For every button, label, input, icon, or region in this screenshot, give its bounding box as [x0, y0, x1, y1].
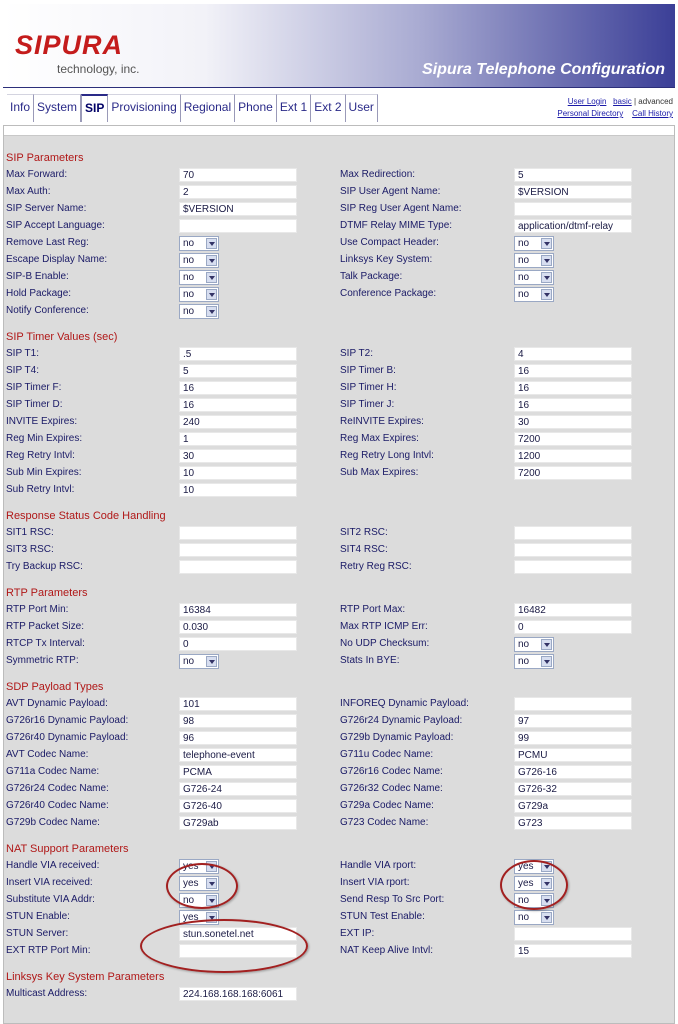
- chevron-down-icon[interactable]: [541, 238, 552, 249]
- input-retry-reg-rsc[interactable]: [514, 560, 632, 574]
- input-rtp-port-min[interactable]: 16384: [179, 603, 297, 617]
- select-value: no: [518, 272, 530, 283]
- tab-system[interactable]: System: [34, 94, 81, 122]
- label-sip-timer-f: SIP Timer F:: [6, 382, 62, 393]
- input-sit4-rsc[interactable]: [514, 543, 632, 557]
- select-value: yes: [183, 878, 199, 889]
- label-reg-retry-intvl: Reg Retry Intvl:: [6, 450, 75, 461]
- input-sit2-rsc[interactable]: [514, 526, 632, 540]
- call-history-link[interactable]: Call History: [632, 109, 673, 118]
- input-g726r16-codec-name[interactable]: G726-16: [514, 765, 632, 779]
- select-value: no: [518, 895, 530, 906]
- label-sub-max-expires: Sub Max Expires:: [340, 467, 419, 478]
- label-g729b-codec-name: G729b Codec Name:: [6, 817, 100, 828]
- highlight-ring-stun: [140, 919, 308, 973]
- input-sip-accept-language[interactable]: [179, 219, 297, 233]
- select-value: yes: [183, 861, 199, 872]
- section-title-nat-support-parameters: NAT Support Parameters: [6, 843, 129, 855]
- label-sip-t1: SIP T1:: [6, 348, 39, 359]
- input-max-rtp-icmp-err[interactable]: 0: [514, 620, 632, 634]
- select-value: no: [518, 238, 530, 249]
- label-try-backup-rsc: Try Backup RSC:: [6, 561, 83, 572]
- label-sip-timer-d: SIP Timer D:: [6, 399, 63, 410]
- label-g726r40-codec-name: G726r40 Codec Name:: [6, 800, 109, 811]
- chevron-down-icon[interactable]: [541, 912, 552, 923]
- label-g729b-dynamic-payload: G729b Dynamic Payload:: [340, 732, 454, 743]
- label-send-resp-to-src-port: Send Resp To Src Port:: [340, 894, 445, 905]
- header-banner: [3, 4, 675, 88]
- label-avt-dynamic-payload: AVT Dynamic Payload:: [6, 698, 108, 709]
- select-value: yes: [518, 878, 534, 889]
- label-nat-keep-alive-intvl: NAT Keep Alive Intvl:: [340, 945, 434, 956]
- input-max-forward[interactable]: 70: [179, 168, 297, 182]
- advanced-view-label: advanced: [638, 97, 673, 106]
- select-value: no: [183, 238, 195, 249]
- select-sip-b-enable[interactable]: [179, 270, 219, 285]
- input-g729a-codec-name[interactable]: G729a: [514, 799, 632, 813]
- label-sub-retry-intvl: Sub Retry Intvl:: [6, 484, 75, 495]
- input-max-redirection[interactable]: 5: [514, 168, 632, 182]
- select-talk-package[interactable]: [514, 270, 554, 285]
- select-conference-package[interactable]: [514, 287, 554, 302]
- label-hold-package: Hold Package:: [6, 288, 72, 299]
- tab-ext-1[interactable]: Ext 1: [277, 94, 311, 122]
- top-links: [557, 96, 673, 120]
- select-no-udp-checksum[interactable]: [514, 637, 554, 652]
- label-invite-expires: INVITE Expires:: [6, 416, 78, 427]
- tab-ext-2[interactable]: Ext 2: [311, 94, 345, 122]
- label-sit1-rsc: SIT1 RSC:: [6, 527, 54, 538]
- input-sip-reg-user-agent-name[interactable]: [514, 202, 632, 216]
- input-invite-expires[interactable]: 240: [179, 415, 297, 429]
- input-g726r16-dynamic-payload[interactable]: 98: [179, 714, 297, 728]
- label-sip-accept-language: SIP Accept Language:: [6, 220, 105, 231]
- select-value: no: [518, 639, 530, 650]
- label-ext-rtp-port-min: EXT RTP Port Min:: [6, 945, 91, 956]
- chevron-down-icon[interactable]: [541, 272, 552, 283]
- input-g729b-dynamic-payload[interactable]: 99: [514, 731, 632, 745]
- label-notify-conference: Notify Conference:: [6, 305, 89, 316]
- label-sub-min-expires: Sub Min Expires:: [6, 467, 82, 478]
- input-g711a-codec-name[interactable]: PCMA: [179, 765, 297, 779]
- label-stun-server: STUN Server:: [6, 928, 69, 939]
- input-nat-keep-alive-intvl[interactable]: 15: [514, 944, 632, 958]
- input-avt-dynamic-payload[interactable]: 101: [179, 697, 297, 711]
- input-reg-retry-long-intvl[interactable]: 1200: [514, 449, 632, 463]
- tab-phone[interactable]: Phone: [235, 94, 277, 122]
- select-stun-test-enable[interactable]: [514, 910, 554, 925]
- label-insert-via-rport: Insert VIA rport:: [340, 877, 410, 888]
- select-linksys-key-system[interactable]: [514, 253, 554, 268]
- input-max-auth[interactable]: 2: [179, 185, 297, 199]
- select-value: yes: [183, 912, 199, 923]
- page-title: Sipura Telephone Configuration: [422, 61, 665, 78]
- section-title-sip-timer-values-sec: SIP Timer Values (sec): [6, 331, 118, 343]
- input-reinvite-expires[interactable]: 30: [514, 415, 632, 429]
- input-rtcp-tx-interval[interactable]: 0: [179, 637, 297, 651]
- select-value: yes: [518, 861, 534, 872]
- input-g726r32-codec-name[interactable]: G726-32: [514, 782, 632, 796]
- select-value: no: [518, 255, 530, 266]
- sipura-logo: SIPURA: [15, 30, 124, 60]
- select-value: no: [518, 289, 530, 300]
- label-multicast-address: Multicast Address:: [6, 988, 88, 999]
- chevron-down-icon[interactable]: [206, 306, 217, 317]
- input-inforeq-dynamic-payload[interactable]: [514, 697, 632, 711]
- label-handle-via-received: Handle VIA received:: [6, 860, 100, 871]
- label-g726r16-dynamic-payload: G726r16 Dynamic Payload:: [6, 715, 129, 726]
- section-title-rtp-parameters: RTP Parameters: [6, 587, 88, 599]
- label-stun-enable: STUN Enable:: [6, 911, 70, 922]
- input-sip-timer-d[interactable]: 16: [179, 398, 297, 412]
- input-g726r40-codec-name[interactable]: G726-40: [179, 799, 297, 813]
- input-sip-timer-b[interactable]: 16: [514, 364, 632, 378]
- input-dtmf-relay-mime-type[interactable]: application/dtmf-relay: [514, 219, 632, 233]
- label-sip-timer-h: SIP Timer H:: [340, 382, 397, 393]
- select-use-compact-header[interactable]: [514, 236, 554, 251]
- input-sip-timer-j[interactable]: 16: [514, 398, 632, 412]
- chevron-down-icon[interactable]: [206, 255, 217, 266]
- input-reg-min-expires[interactable]: 1: [179, 432, 297, 446]
- tab-sip[interactable]: SIP: [81, 94, 108, 122]
- user-login-link[interactable]: User Login: [567, 97, 607, 106]
- chevron-down-icon[interactable]: [206, 289, 217, 300]
- label-inforeq-dynamic-payload: INFOREQ Dynamic Payload:: [340, 698, 469, 709]
- select-value: no: [518, 656, 530, 667]
- label-sip-b-enable: SIP-B Enable:: [6, 271, 69, 282]
- input-reg-retry-intvl[interactable]: 30: [179, 449, 297, 463]
- label-reg-max-expires: Reg Max Expires:: [340, 433, 419, 444]
- input-sub-retry-intvl[interactable]: 10: [179, 483, 297, 497]
- tab-info[interactable]: Info: [7, 94, 34, 122]
- select-value: no: [183, 289, 195, 300]
- label-symmetric-rtp: Symmetric RTP:: [6, 655, 79, 666]
- label-stats-in-bye: Stats In BYE:: [340, 655, 400, 666]
- chevron-down-icon[interactable]: [541, 656, 552, 667]
- basic-view-link[interactable]: basic: [613, 97, 632, 106]
- label-g711a-codec-name: G711a Codec Name:: [6, 766, 100, 777]
- highlight-ring-via-rport: [500, 860, 568, 910]
- label-reinvite-expires: ReINVITE Expires:: [340, 416, 424, 427]
- chevron-down-icon[interactable]: [541, 639, 552, 650]
- label-no-udp-checksum: No UDP Checksum:: [340, 638, 430, 649]
- label-g726r16-codec-name: G726r16 Codec Name:: [340, 766, 443, 777]
- sip-config-form: [3, 125, 675, 1024]
- input-sip-server-name[interactable]: $VERSION: [179, 202, 297, 216]
- select-escape-display-name[interactable]: [179, 253, 219, 268]
- label-max-rtp-icmp-err: Max RTP ICMP Err:: [340, 621, 428, 632]
- label-rtp-port-min: RTP Port Min:: [6, 604, 69, 615]
- label-max-redirection: Max Redirection:: [340, 169, 416, 180]
- input-g726r40-dynamic-payload[interactable]: 96: [179, 731, 297, 745]
- input-sip-timer-h[interactable]: 16: [514, 381, 632, 395]
- label-sip-timer-j: SIP Timer J:: [340, 399, 395, 410]
- label-dtmf-relay-mime-type: DTMF Relay MIME Type:: [340, 220, 453, 231]
- input-rtp-packet-size[interactable]: 0.030: [179, 620, 297, 634]
- input-sip-t1[interactable]: .5: [179, 347, 297, 361]
- input-try-backup-rsc[interactable]: [179, 560, 297, 574]
- select-notify-conference[interactable]: [179, 304, 219, 319]
- label-rtp-port-max: RTP Port Max:: [340, 604, 406, 615]
- label-sip-user-agent-name: SIP User Agent Name:: [340, 186, 441, 197]
- label-max-forward: Max Forward:: [6, 169, 68, 180]
- label-g723-codec-name: G723 Codec Name:: [340, 817, 429, 828]
- label-g726r24-dynamic-payload: G726r24 Dynamic Payload:: [340, 715, 463, 726]
- input-sip-t4[interactable]: 5: [179, 364, 297, 378]
- input-g711u-codec-name[interactable]: PCMU: [514, 748, 632, 762]
- select-stats-in-bye[interactable]: [514, 654, 554, 669]
- select-value: no: [183, 255, 195, 266]
- label-ext-ip: EXT IP:: [340, 928, 375, 939]
- section-title-sdp-payload-types: SDP Payload Types: [6, 681, 104, 693]
- input-sip-t2[interactable]: 4: [514, 347, 632, 361]
- label-sip-reg-user-agent-name: SIP Reg User Agent Name:: [340, 203, 462, 214]
- tab-bar: [3, 90, 675, 124]
- select-value: no: [183, 306, 195, 317]
- label-avt-codec-name: AVT Codec Name:: [6, 749, 89, 760]
- select-value: no: [183, 656, 195, 667]
- label-reg-retry-long-intvl: Reg Retry Long Intvl:: [340, 450, 434, 461]
- input-reg-max-expires[interactable]: 7200: [514, 432, 632, 446]
- select-value: no: [518, 912, 530, 923]
- input-g726r24-codec-name[interactable]: G726-24: [179, 782, 297, 796]
- label-substitute-via-addr: Substitute VIA Addr:: [6, 894, 95, 905]
- chevron-down-icon[interactable]: [206, 272, 217, 283]
- personal-directory-link[interactable]: Personal Directory: [557, 109, 624, 118]
- tab-list: [7, 94, 378, 122]
- label-sip-t4: SIP T4:: [6, 365, 39, 376]
- label-g726r40-dynamic-payload: G726r40 Dynamic Payload:: [6, 732, 129, 743]
- link-separator: |: [633, 97, 637, 106]
- label-max-auth: Max Auth:: [6, 186, 51, 197]
- label-g726r32-codec-name: G726r32 Codec Name:: [340, 783, 443, 794]
- tab-regional[interactable]: Regional: [181, 94, 235, 122]
- chevron-down-icon[interactable]: [541, 255, 552, 266]
- input-sip-timer-f[interactable]: 16: [179, 381, 297, 395]
- label-retry-reg-rsc: Retry Reg RSC:: [340, 561, 412, 572]
- label-sit2-rsc: SIT2 RSC:: [340, 527, 388, 538]
- input-g723-codec-name[interactable]: G723: [514, 816, 632, 830]
- input-g726r24-dynamic-payload[interactable]: 97: [514, 714, 632, 728]
- input-sub-min-expires[interactable]: 10: [179, 466, 297, 480]
- select-symmetric-rtp[interactable]: [179, 654, 219, 669]
- label-rtcp-tx-interval: RTCP Tx Interval:: [6, 638, 85, 649]
- label-sit3-rsc: SIT3 RSC:: [6, 544, 54, 555]
- chevron-down-icon[interactable]: [541, 289, 552, 300]
- input-multicast-address[interactable]: 224.168.168.168:6061: [179, 987, 297, 1001]
- label-escape-display-name: Escape Display Name:: [6, 254, 108, 265]
- select-value: no: [183, 895, 195, 906]
- label-g729a-codec-name: G729a Codec Name:: [340, 800, 434, 811]
- input-avt-codec-name[interactable]: telephone-event: [179, 748, 297, 762]
- label-remove-last-reg: Remove Last Reg:: [6, 237, 89, 248]
- label-stun-test-enable: STUN Test Enable:: [340, 911, 425, 922]
- label-sip-server-name: SIP Server Name:: [6, 203, 87, 214]
- label-rtp-packet-size: RTP Packet Size:: [6, 621, 84, 632]
- label-talk-package: Talk Package:: [340, 271, 403, 282]
- input-sit1-rsc[interactable]: [179, 526, 297, 540]
- select-remove-last-reg[interactable]: [179, 236, 219, 251]
- input-sub-max-expires[interactable]: 7200: [514, 466, 632, 480]
- section-title-linksys-key-system-parameters: Linksys Key System Parameters: [6, 971, 165, 983]
- section-title-response-status-code-handling: Response Status Code Handling: [6, 510, 166, 522]
- section-title-sip-parameters: SIP Parameters: [6, 152, 84, 164]
- label-sip-timer-b: SIP Timer B:: [340, 365, 396, 376]
- chevron-down-icon[interactable]: [206, 238, 217, 249]
- label-reg-min-expires: Reg Min Expires:: [6, 433, 83, 444]
- label-insert-via-received: Insert VIA received:: [6, 877, 93, 888]
- tab-user[interactable]: User: [346, 94, 378, 122]
- input-sip-user-agent-name[interactable]: $VERSION: [514, 185, 632, 199]
- highlight-ring-via-received: [166, 863, 238, 909]
- label-g726r24-codec-name: G726r24 Codec Name:: [6, 783, 109, 794]
- label-sit4-rsc: SIT4 RSC:: [340, 544, 388, 555]
- label-handle-via-rport: Handle VIA rport:: [340, 860, 417, 871]
- input-g729b-codec-name[interactable]: G729ab: [179, 816, 297, 830]
- logo-subtitle: technology, inc.: [57, 62, 140, 76]
- label-sip-t2: SIP T2:: [340, 348, 373, 359]
- input-sit3-rsc[interactable]: [179, 543, 297, 557]
- form-top-strip: [4, 126, 674, 136]
- chevron-down-icon[interactable]: [206, 656, 217, 667]
- select-value: no: [183, 272, 195, 283]
- label-g711u-codec-name: G711u Codec Name:: [340, 749, 434, 760]
- label-conference-package: Conference Package:: [340, 288, 437, 299]
- input-rtp-port-max[interactable]: 16482: [514, 603, 632, 617]
- label-use-compact-header: Use Compact Header:: [340, 237, 439, 248]
- input-ext-ip[interactable]: [514, 927, 632, 941]
- label-linksys-key-system: Linksys Key System:: [340, 254, 433, 265]
- tab-provisioning[interactable]: Provisioning: [108, 94, 180, 122]
- select-hold-package[interactable]: [179, 287, 219, 302]
- input-stun-server[interactable]: stun.sonetel.net: [179, 927, 297, 941]
